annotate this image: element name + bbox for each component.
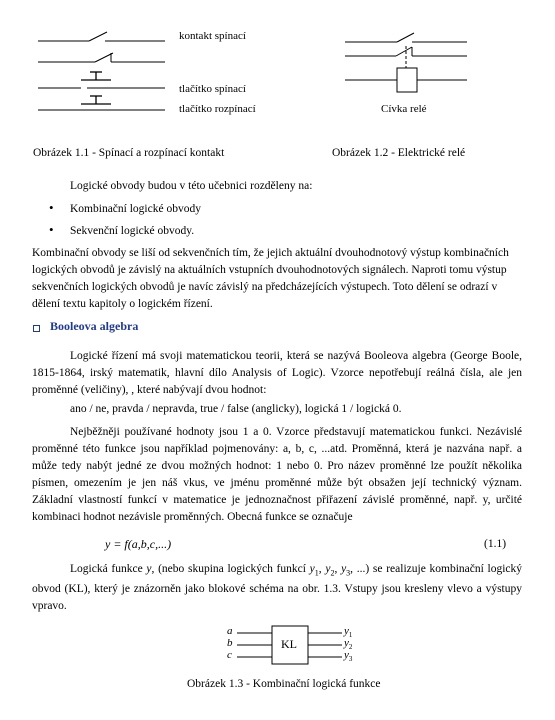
input-label: a xyxy=(227,625,233,637)
label-button-on: tlačítko spínací xyxy=(179,83,246,95)
label-button-off: tlačítko rozpínací xyxy=(179,103,256,115)
kl-block-diagram xyxy=(232,623,362,673)
paragraph-1: Logické řízení má svoji matematickou teorii, která se nazývá Booleova algebra (George Boole, 1815-1864, irský matematik, hlavní dílo Analysis of Logic). Vzorce nepotřebují reálná čísla, ale jen proměnné (veličiny), , které nabývají dvou hodnot: xyxy=(32,350,522,396)
figure-1-2-caption: Obrázek 1.2 - Elektrické relé xyxy=(332,147,466,159)
paragraph-3: Logická funkce y, (nebo skupina logických funkcí $y_1$, $y_2$, $y_3$, ...) se realizuje kombinační logický obvod (KL), který je znázorněn jako blokové schéma na obr. 1.3. Vstupy jsou kresleny vlevo a výstupy vpravo. xyxy=(32,563,523,613)
bullet-item: Sekvenční logické obvody. xyxy=(70,225,195,237)
bullet-dot: • xyxy=(49,200,54,215)
label-coil: Cívka relé xyxy=(381,103,427,115)
output-label: $y_2$ xyxy=(344,637,353,652)
output-label: $y_3$ xyxy=(344,649,353,664)
values-line: ano / ne, pravda / nepravda, true / false (anglicky), logická 1 / logická 0. xyxy=(70,403,402,415)
equation: y = f(a,b,c,...) xyxy=(105,537,172,551)
output-label: $y_1$ xyxy=(344,625,353,640)
label-contact: kontakt spínací xyxy=(179,30,246,42)
input-label: b xyxy=(227,637,233,649)
kl-block-label: KL xyxy=(281,637,297,651)
bullet-item: Kombinační logické obvody xyxy=(70,203,201,215)
input-label: c xyxy=(227,649,232,661)
figure-1-3-caption: Obrázek 1.3 - Kombinační logická funkce xyxy=(187,678,381,690)
paragraph-2: Nejběžněji používané hodnoty jsou 1 a 0. Vzorce představují matematickou funkci. Nezávislé proměnné této funkce jsou například pojmenovány: a, b, c, ...atd. Proměnná, která je nazvána např. a může tedy nabýt jedné ze dvou možných hodnot: 1 nebo 0. Pro název proměnné lze použít několika písmen, omezením je jen náš vkus, ve jménu proměnné může být obsažen její technický význam. Základní vlastností funkcí v matematice je jednoznačnost přiřazení závislé proměnné, např. y, určité kombinaci hodnot nezávisle proměnných. Obecná funkce se označuje xyxy=(32,426,522,523)
figure-1-1-caption: Obrázek 1.1 - Spínací a rozpínací kontakt xyxy=(33,147,225,159)
equation-number: (1.1) xyxy=(484,538,507,550)
intro-paragraph: Kombinační obvody se liší od sekvenčních tím, že jejich aktuální dvouhodnotový výstup kombinačních logických obvodů je závislý na aktuálních vstupních dvouhodnotových signálech. Naproti tomu výstup sekvenčních logických obvodů je navíc závislý na předcházejících výstupech. Toto dělení se odrazí v dělení textu kapitoly o logickém řízení. xyxy=(32,247,509,310)
intro-sentence: Logické obvody budou v této učebnici rozděleny na: xyxy=(70,180,313,192)
contact-switch-diagram xyxy=(35,20,185,130)
bullet-dot: • xyxy=(49,222,54,237)
section-marker-icon xyxy=(33,325,40,332)
section-heading: Booleova algebra xyxy=(50,319,139,333)
